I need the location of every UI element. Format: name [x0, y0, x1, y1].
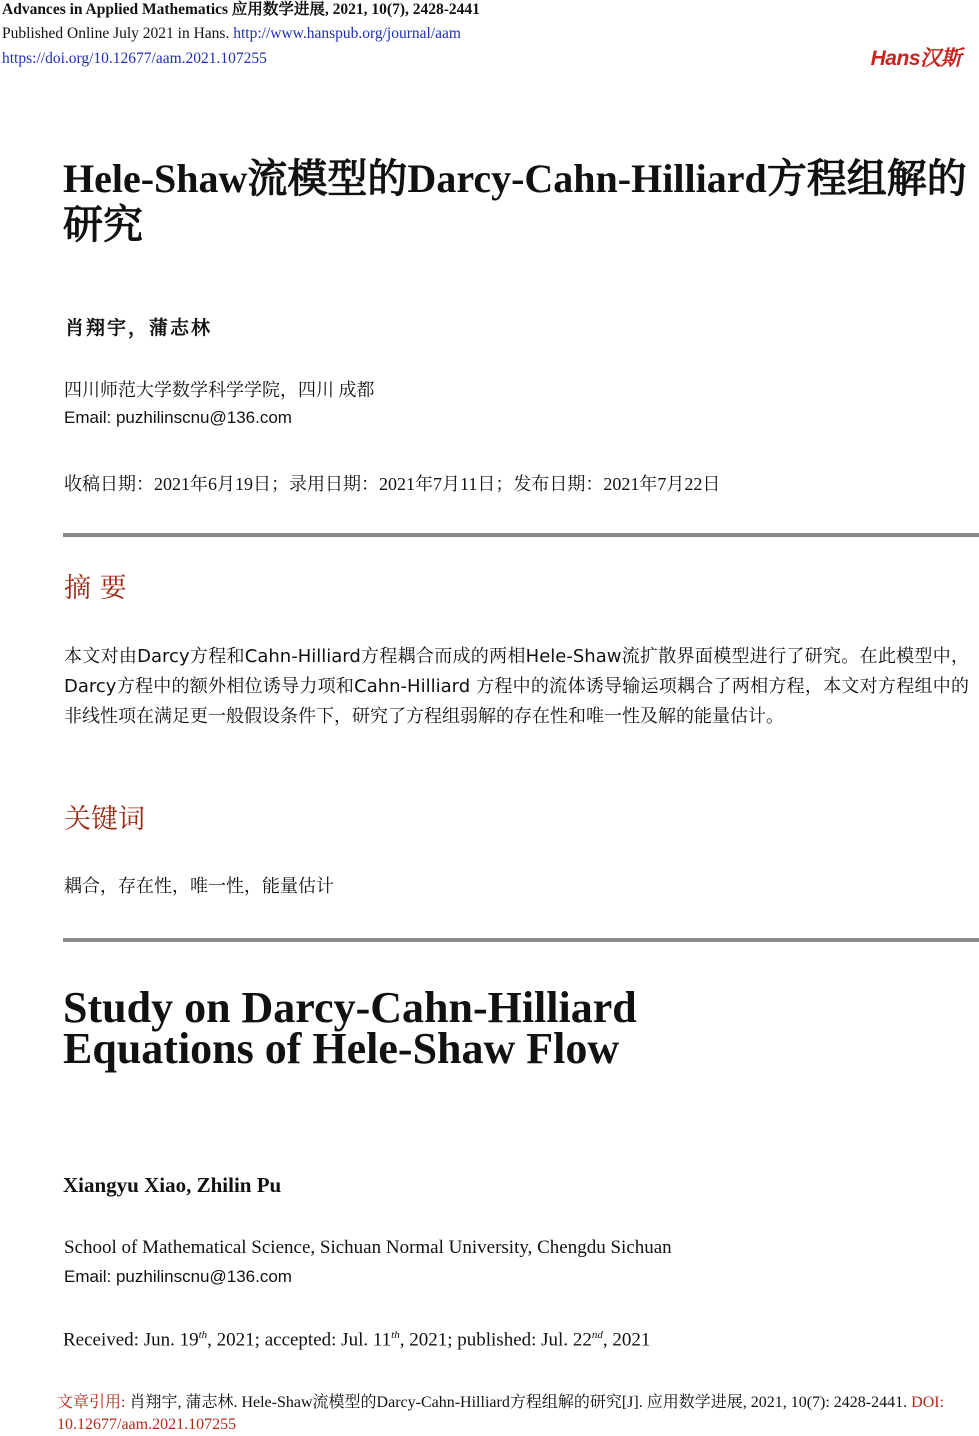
- affiliation-cn: 四川师范大学数学科学学院，四川 成都: [64, 380, 375, 400]
- authors-cn: 肖翔宇，蒲志林: [65, 317, 213, 339]
- received-sup-3: nd: [591, 1329, 603, 1341]
- keywords-heading: 关键词: [64, 804, 145, 835]
- journal-line: Advances in Applied Mathematics 应用数学进展, 2021, 10(7), 2428-2441: [2, 1, 480, 18]
- citation: [57, 1392, 972, 1436]
- keywords-body: 耦合，存在性，唯一性，能量估计: [64, 876, 334, 897]
- divider-top: [63, 533, 979, 537]
- doi-url-link[interactable]: https://doi.org/10.12677/aam.2021.107255: [2, 50, 267, 67]
- received-text-3: , 2021; published: Jul. 22: [399, 1329, 592, 1351]
- received-dates: [63, 1329, 650, 1351]
- abstract-body: 本文对由Darcy方程和Cahn-Hilliard方程耦合而成的两相Hele-Shaw流扩散界面模型进行了研究。在此模型中，Darcy方程中的额外相位诱导力项和Cahn-Hilliard 方程中的流体诱导输运项耦合了两相方程，本文对方程组中的非线性项在满足更一般假设条件下，研究了方程组弱解的存在性和唯一性及解的能量估计。: [64, 646, 969, 727]
- authors-en: Xiangyu Xiao, Zhilin Pu: [63, 1173, 282, 1197]
- citation-text: 肖翔宇, 蒲志林. Hele-Shaw流模型的Darcy-Cahn-Hilliard方程组解的研究[J]. 应用数学进展, 2021, 10(7): 2428-2441.: [129, 1394, 912, 1411]
- affiliation-en: School of Mathematical Science, Sichuan Normal University, Chengdu Sichuan: [64, 1237, 672, 1258]
- hans-logo: Hans汉斯: [870, 47, 961, 70]
- citation-doi-link[interactable]: DOI: 10.12677/aam.2021.107255: [57, 1394, 945, 1433]
- page-title-cn: Hele-Shaw流模型的Darcy-Cahn-Hilliard方程组解的研究: [63, 156, 967, 247]
- received-text-1: Received: Jun. 19: [63, 1329, 199, 1351]
- email-cn: Email: puzhilinscnu@136.com: [64, 408, 292, 427]
- journal-url-link[interactable]: http://www.hanspub.org/journal/aam: [233, 25, 461, 42]
- published-line: [2, 22, 461, 46]
- received-text-4: , 2021: [602, 1329, 651, 1351]
- page-title-en: Study on Darcy-Cahn-Hilliard Equations of Hele-Shaw Flow: [63, 983, 637, 1073]
- published-prefix: Published Online July 2021 in Hans.: [2, 25, 234, 42]
- citation-label: 文章引用:: [57, 1394, 130, 1411]
- received-sup-1: th: [198, 1329, 208, 1341]
- divider-bottom: [63, 938, 979, 942]
- dates-cn: 收稿日期：2021年6月19日；录用日期：2021年7月11日；发布日期：2021年7月22日: [64, 474, 721, 494]
- abstract-heading: 摘 要: [64, 573, 127, 604]
- email-en: Email: puzhilinscnu@136.com: [64, 1267, 292, 1286]
- received-text-2: , 2021; accepted: Jul. 11: [207, 1329, 392, 1351]
- received-sup-2: th: [391, 1329, 400, 1341]
